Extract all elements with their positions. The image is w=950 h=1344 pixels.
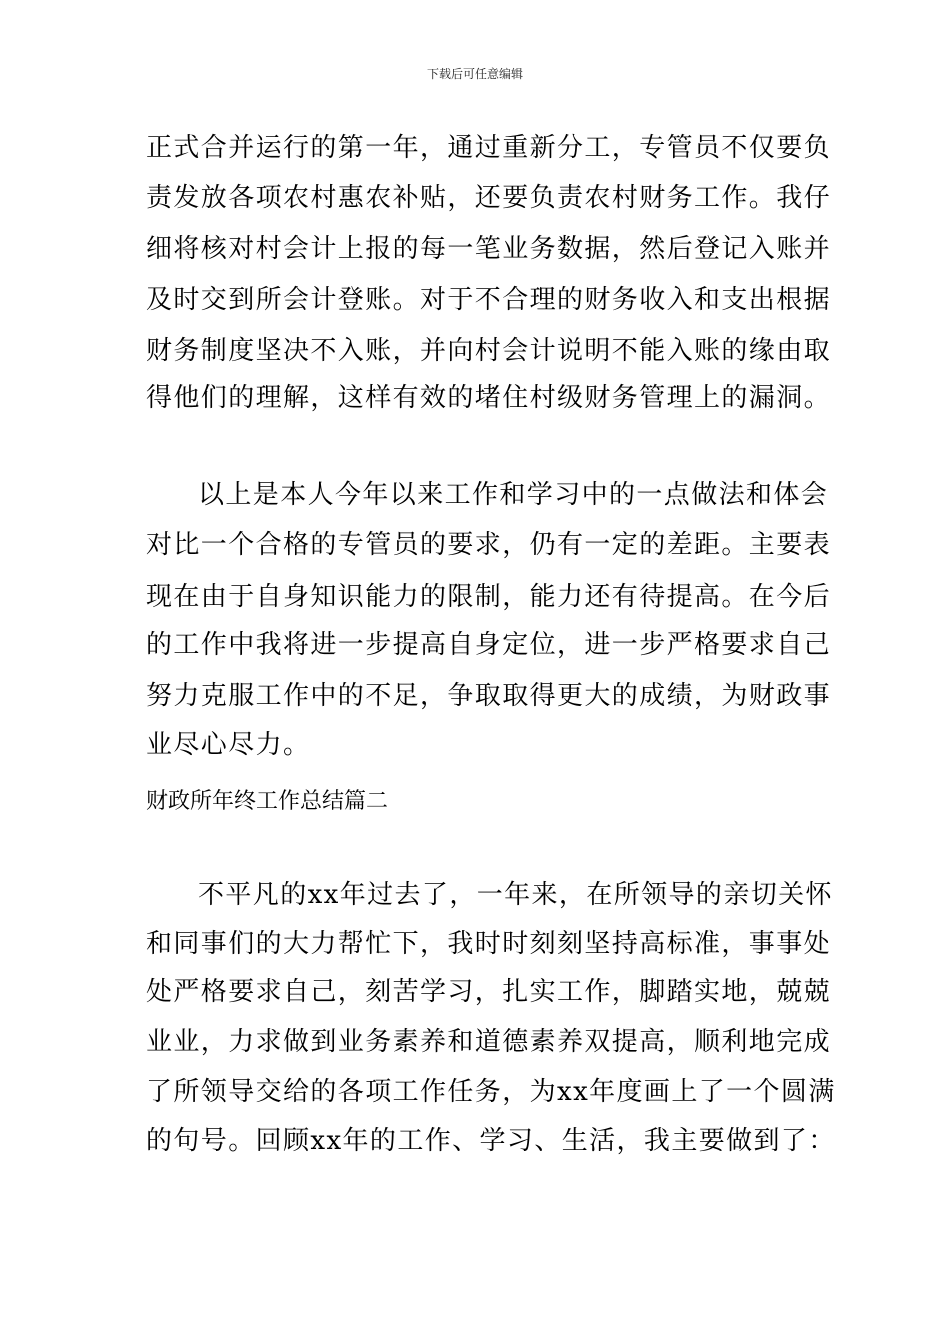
text-line: 了所领导交给的各项工作任务，为xx年度画上了一个圆满 — [146, 1077, 836, 1107]
text-line: 的句号。回顾xx年的工作、学习、生活，我主要做到了： — [146, 1126, 836, 1156]
text-line: 业业，力求做到业务素养和道德素养双提高，顺利地完成 — [146, 1027, 832, 1057]
text-line: 业尽心尽力。 — [146, 730, 311, 760]
text-line: 及时交到所会计登账。对于不合理的财务收入和支出根据 — [146, 285, 832, 315]
text-line: 现在由于自身知识能力的限制，能力还有待提高。在今后 — [146, 582, 832, 612]
section-title: 财政所年终工作总结篇二 — [146, 789, 389, 814]
text-line: 财务制度坚决不入账，并向村会计说明不能入账的缘由取 — [146, 336, 832, 366]
text-line: 努力克服工作中的不足，争取取得更大的成绩，为财政事 — [146, 681, 832, 711]
text-line: 处严格要求自己，刻苦学习，扎实工作，脚踏实地，兢兢 — [146, 977, 832, 1007]
text-line: 和同事们的大力帮忙下，我时时刻刻坚持高标准，事事处 — [146, 929, 832, 959]
text-line: 以上是本人今年以来工作和学习中的一点做法和体会 — [198, 480, 829, 510]
text-line: 对比一个合格的专管员的要求，仍有一定的差距。主要表 — [146, 530, 832, 560]
text-line: 的工作中我将进一步提高自身定位，进一步严格要求自己 — [146, 630, 832, 660]
text-line: 得他们的理解，这样有效的堵住村级财务管理上的漏洞。 — [146, 383, 832, 413]
text-line: 责发放各项农村惠农补贴，还要负责农村财务工作。我仔 — [146, 183, 832, 213]
text-line: 不平凡的xx年过去了，一年来，在所领导的亲切关怀 — [198, 880, 833, 910]
text-line: 正式合并运行的第一年，通过重新分工，专管员不仅要负 — [146, 133, 832, 163]
text-line: 细将核对村会计上报的每一笔业务数据，然后登记入账并 — [146, 234, 832, 264]
page-header-note: 下载后可任意编辑 — [426, 67, 523, 81]
